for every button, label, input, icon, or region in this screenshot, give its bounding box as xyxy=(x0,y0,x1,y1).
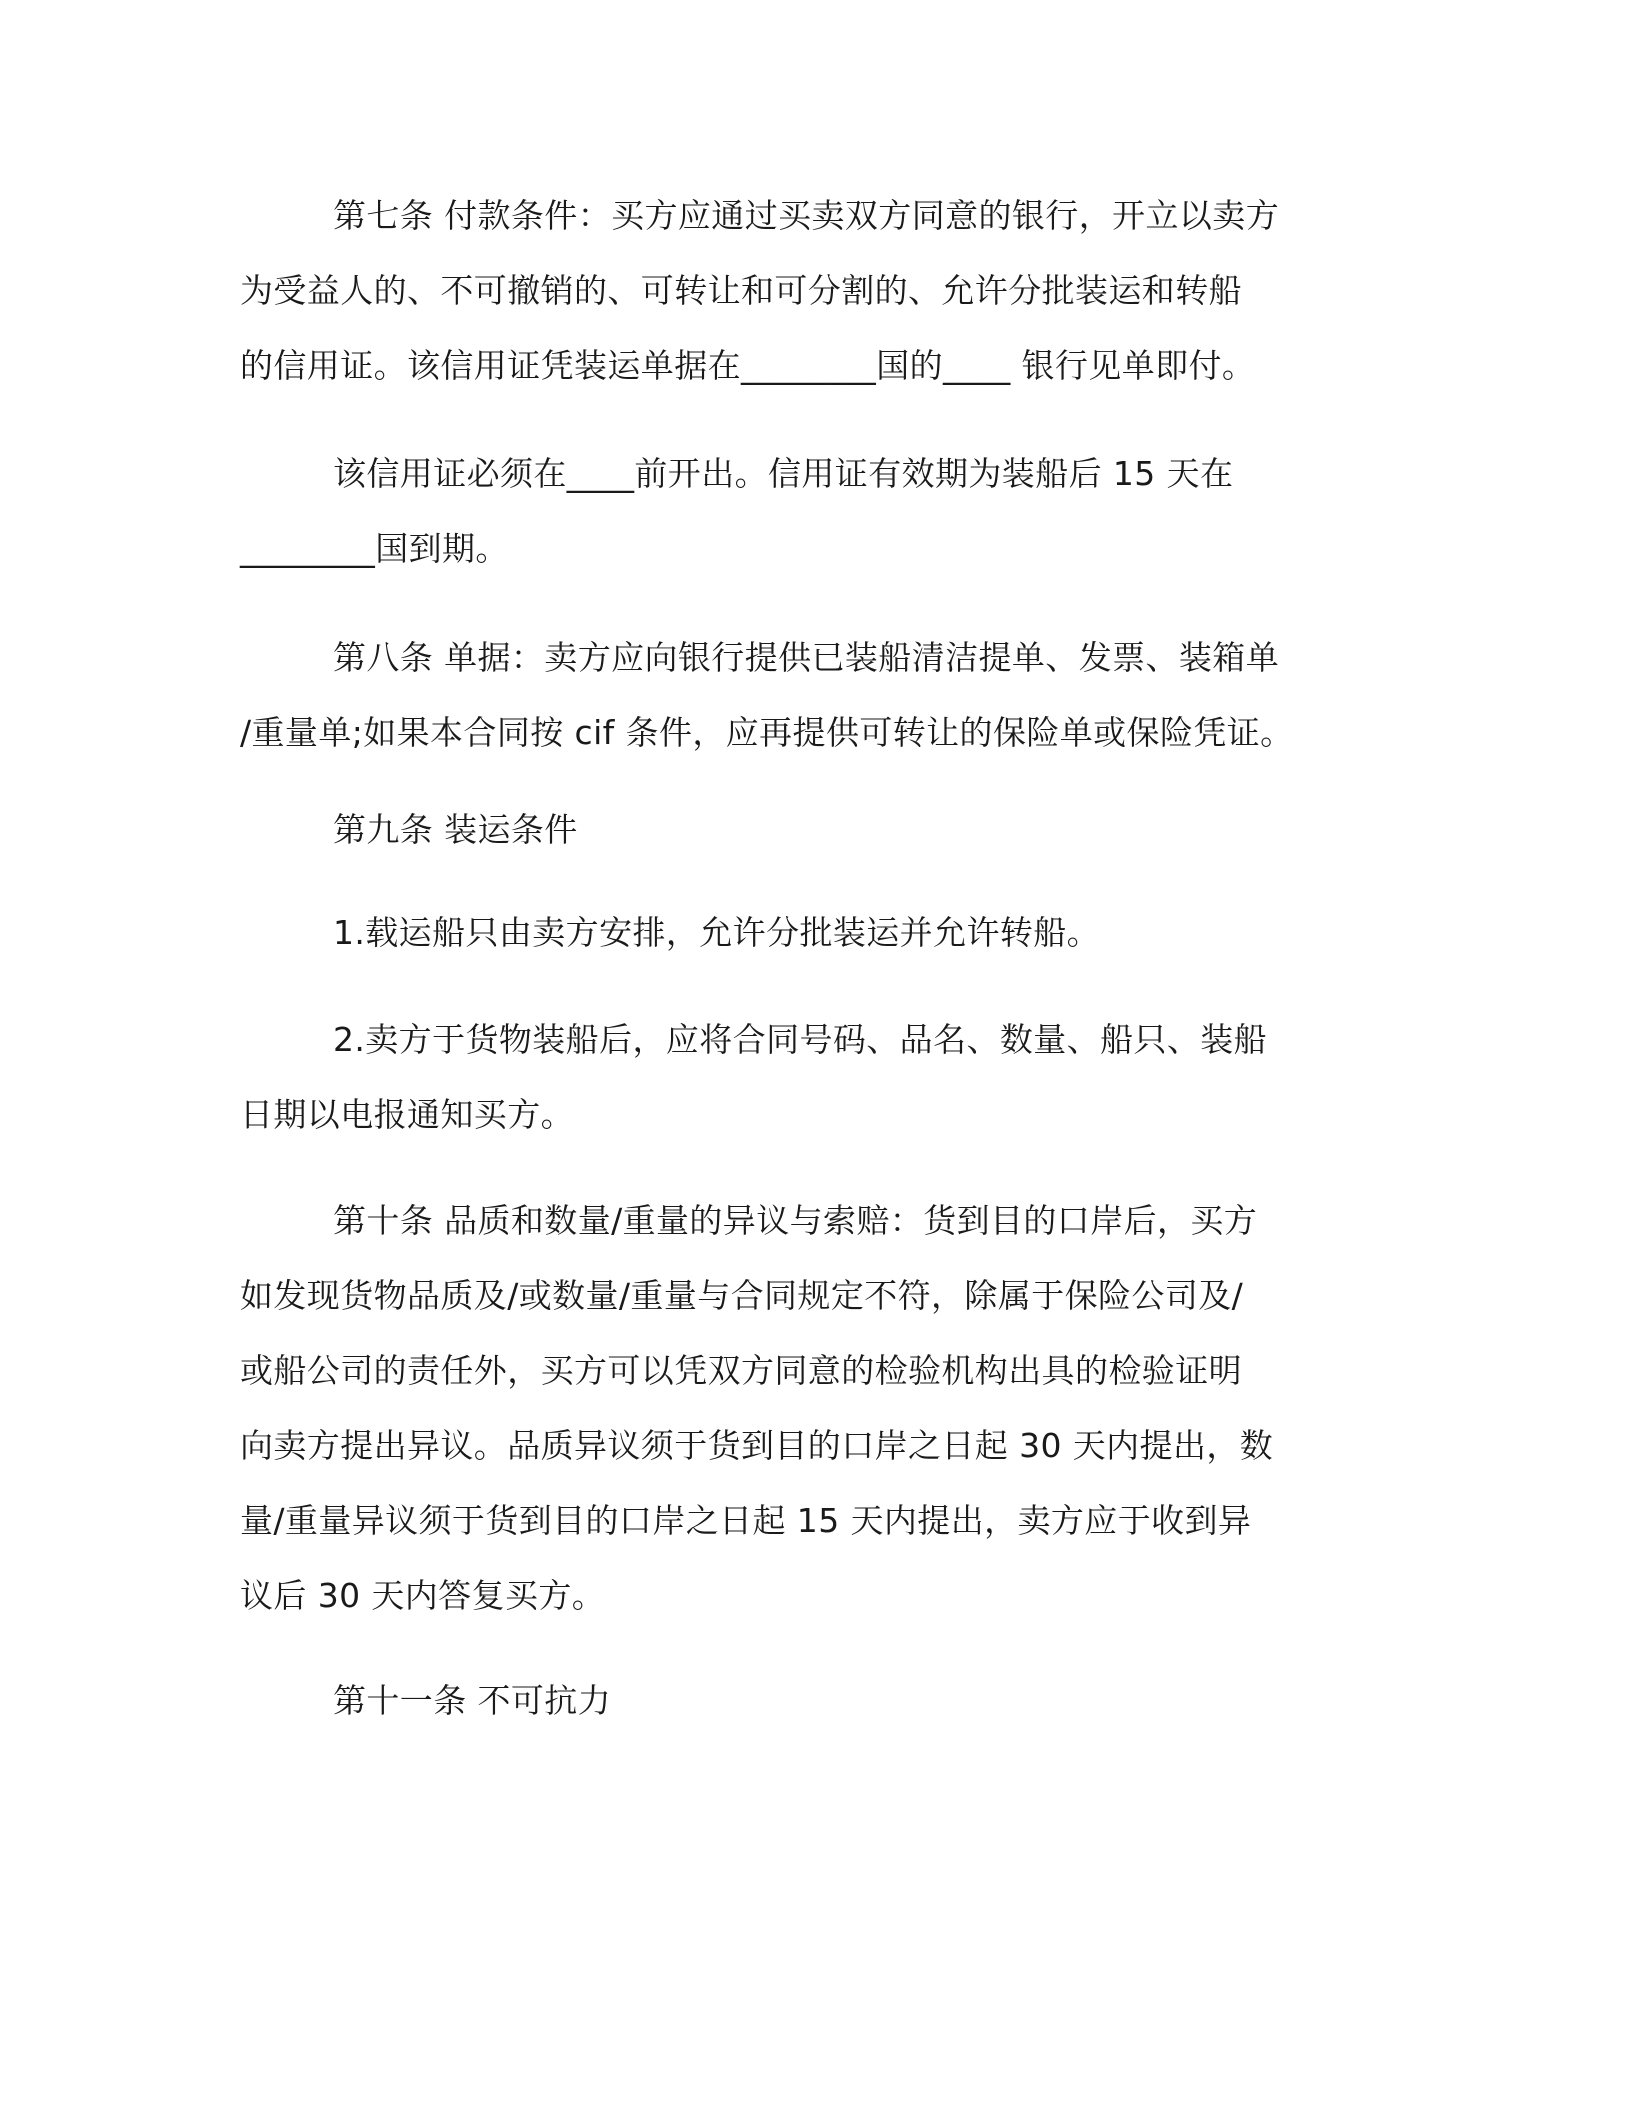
article-10-line-5: 量/重量异议须于货到目的口岸之日起 15 天内提出，卖方应于收到异 xyxy=(240,1501,1252,1540)
lc-paragraph-line-2: ________国到期。 xyxy=(240,529,509,568)
article-10-line-3: 或船公司的责任外，买方可以凭双方同意的检验机构出具的检验证明 xyxy=(240,1351,1242,1390)
article-10-line-6: 议后 30 天内答复买方。 xyxy=(240,1576,606,1615)
article-7-line-3: 的信用证。该信用证凭装运单据在________国的____ 银行见单即付。 xyxy=(240,346,1256,385)
article-10-line-1: 第十条 品质和数量/重量的异议与索赔：货到目的口岸后，买方 xyxy=(333,1201,1258,1240)
article-9-title: 第九条 装运条件 xyxy=(333,810,578,849)
article-7-line-1: 第七条 付款条件：买方应通过买卖双方同意的银行，开立以卖方 xyxy=(333,196,1280,235)
lc-paragraph-line-1: 该信用证必须在____前开出。信用证有效期为装船后 15 天在 xyxy=(333,454,1234,493)
article-8-line-1: 第八条 单据：卖方应向银行提供已装船清洁提单、发票、装箱单 xyxy=(333,638,1280,677)
article-11-title: 第十一条 不可抗力 xyxy=(333,1681,612,1720)
article-10-line-2: 如发现货物品质及/或数量/重量与合同规定不符，除属于保险公司及/ xyxy=(240,1276,1244,1315)
article-10-line-4: 向卖方提出异议。品质异议须于货到目的口岸之日起 30 天内提出，数 xyxy=(240,1426,1274,1465)
article-9-item-2-line-1: 2.卖方于货物装船后，应将合同号码、品名、数量、船只、装船 xyxy=(333,1020,1268,1059)
article-8-line-2: /重量单;如果本合同按 cif 条件，应再提供可转让的保险单或保险凭证。 xyxy=(240,713,1294,752)
article-9-item-2-line-2: 日期以电报通知买方。 xyxy=(240,1095,574,1134)
article-7-line-2: 为受益人的、不可撤销的、可转让和可分割的、允许分批装运和转船 xyxy=(240,271,1242,310)
article-9-item-1: 1.载运船只由卖方安排，允许分批装运并允许转船。 xyxy=(333,913,1101,952)
